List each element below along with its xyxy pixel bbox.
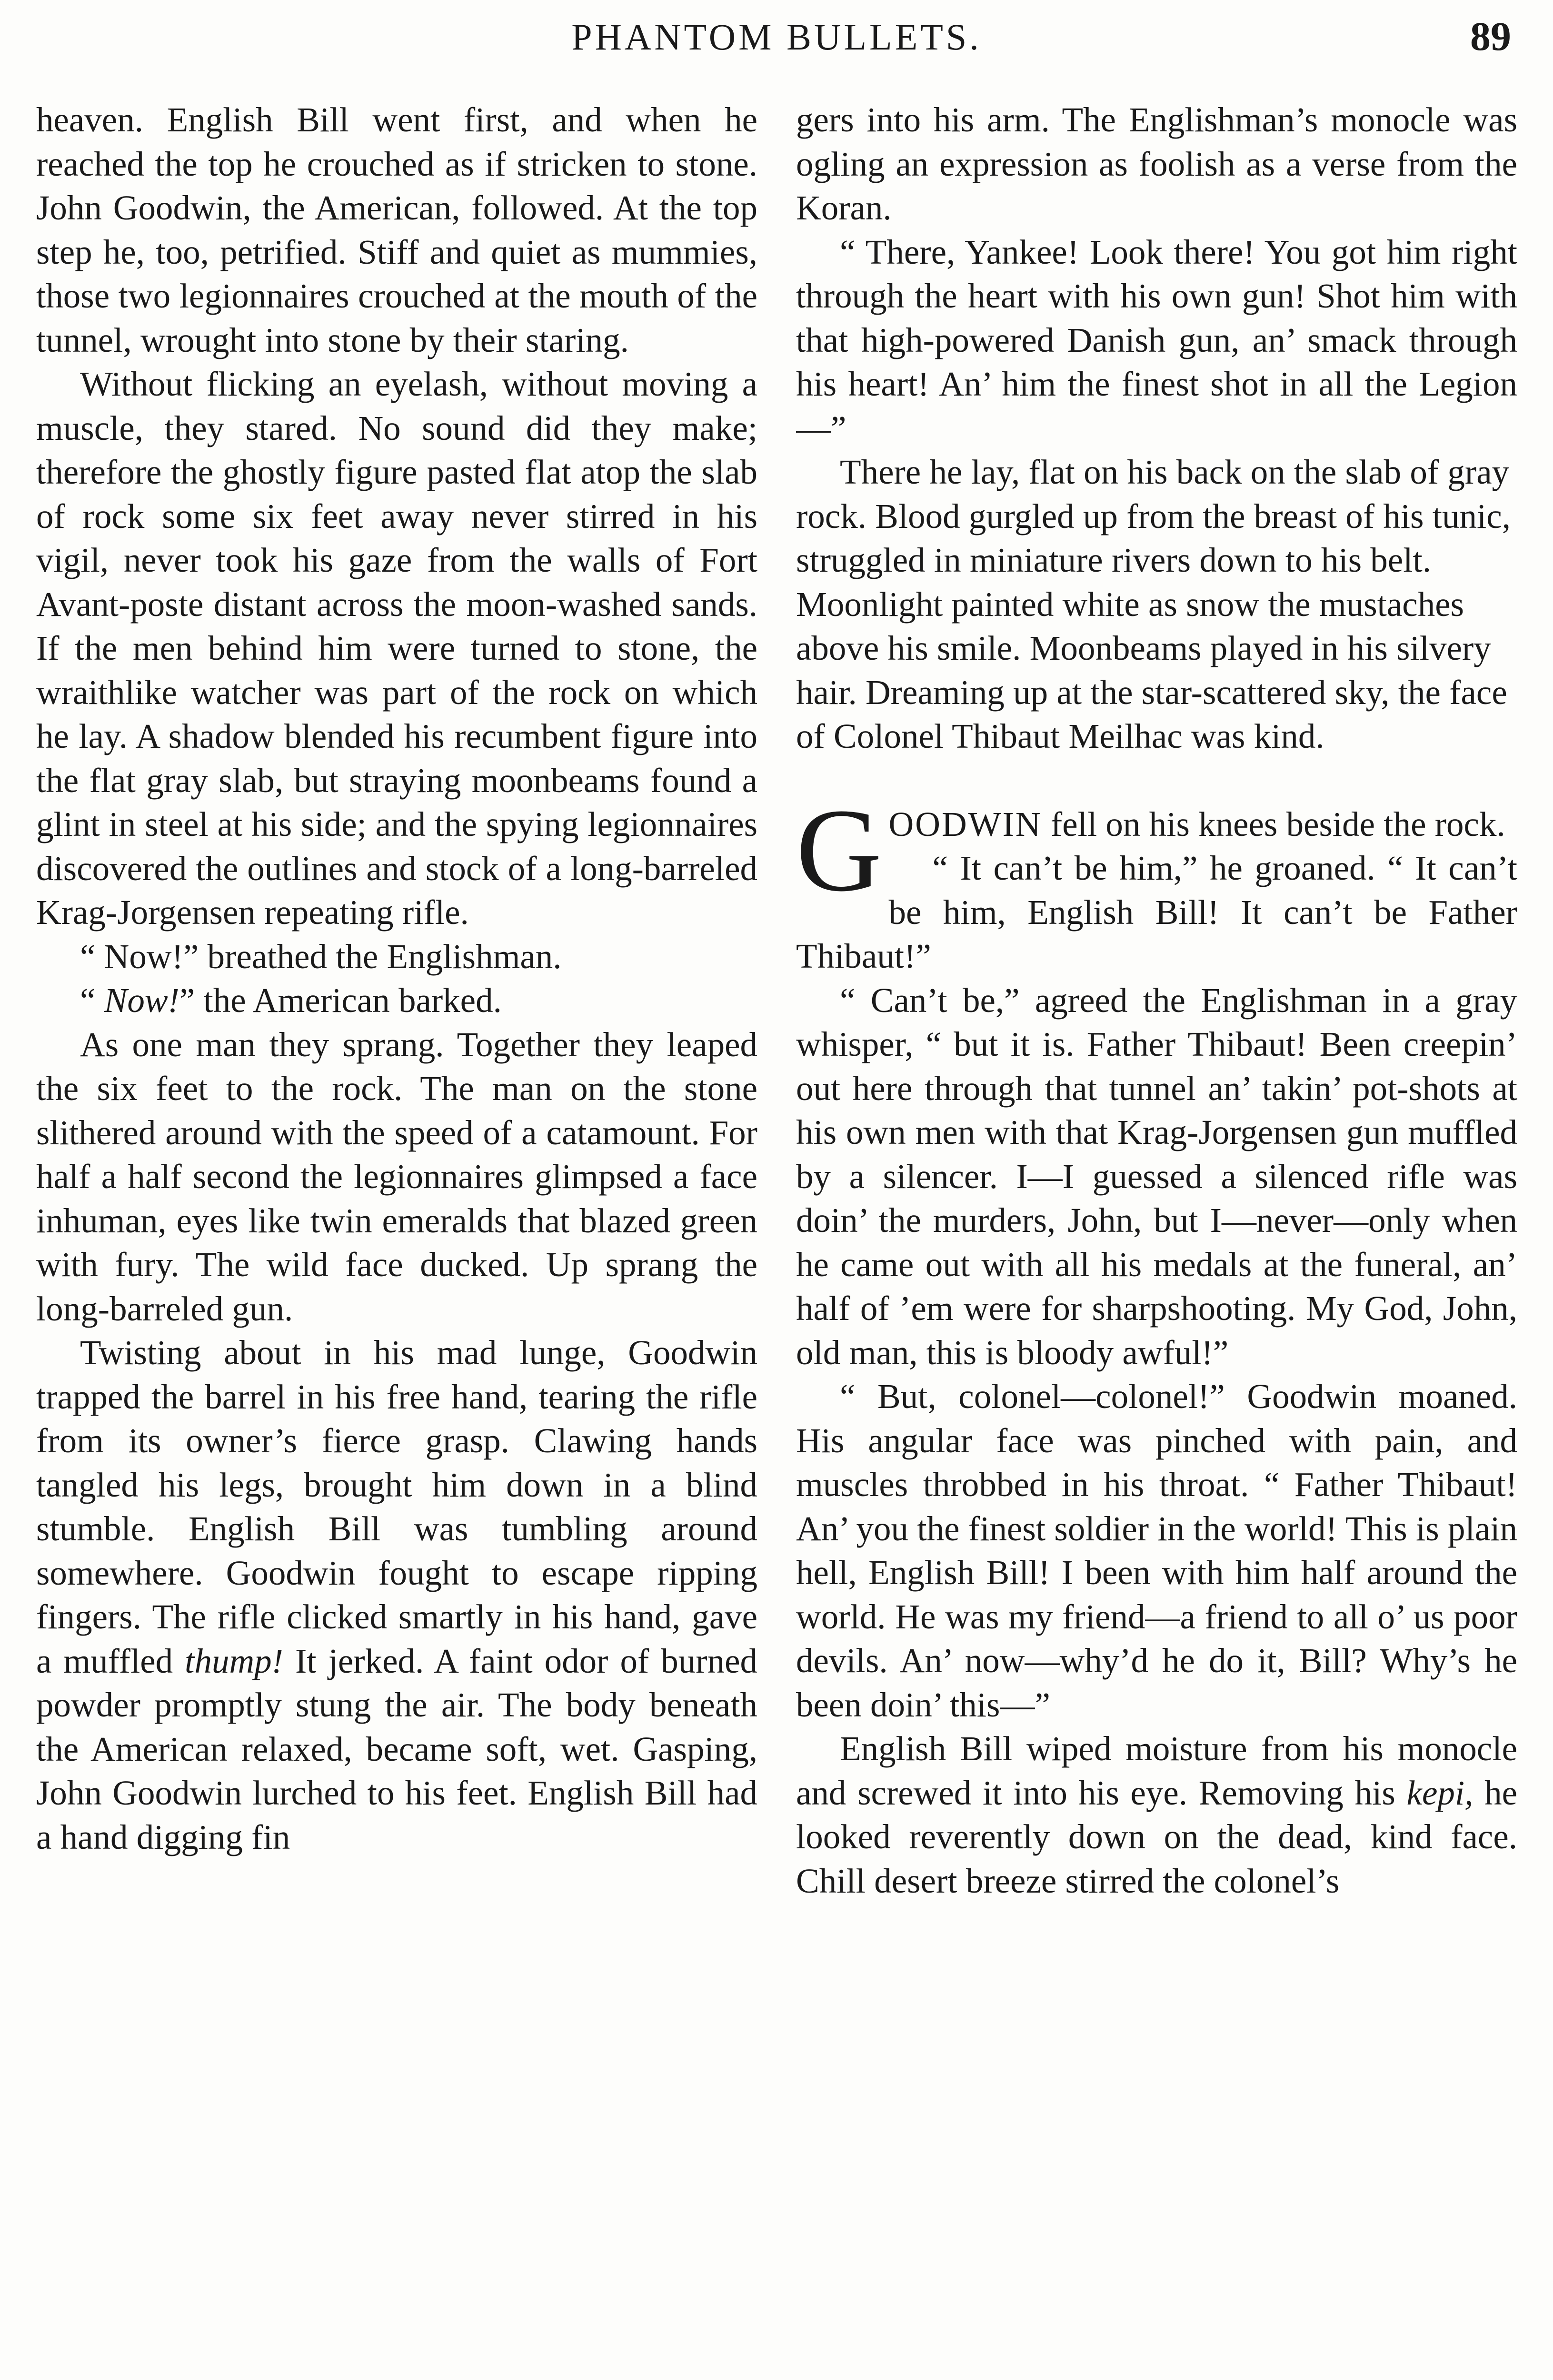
running-title: PHANTOM BULLETS. [571, 16, 982, 58]
page-header [0, 0, 1553, 62]
paragraph: As one man they sprang. Together they leaped the six feet to the rock. The man on the stone slithered around with the speed of a catamount. For half a half second the legionnaires glimpsed a face inhuman, eyes like twin emeralds that blazed green with fury. The wild face ducked. Up sprang the long-barreled gun. [36, 1025, 757, 1328]
italic-now: Now! [104, 981, 179, 1020]
paragraph [796, 1727, 1517, 1903]
left-column [36, 98, 757, 2380]
paragraph [36, 1331, 757, 1859]
italic-kepi: kepi, [1406, 1773, 1473, 1812]
paragraph: gers into his arm. The Englishman’s monocle was ogling an expression as foolish as a verse from the Koran. [796, 100, 1517, 227]
paragraph: There he lay, flat on his back on the slab of gray rock. Blood gurgled up from the breast of his tunic, struggled in miniature rivers down to his belt. Moonlight painted white as snow the mustaches above his smile. Moonbeams played in his silvery hair. Dreaming up at the star-scattered sky, the face of Colonel Thibaut Meilhac was kind. [796, 453, 1511, 755]
paragraph-rest: he looked reverently down on the dead, kind face. Chill desert breeze stirred the colonel’s [796, 1773, 1517, 1900]
paragraph-text: English Bill wiped moisture from his monocle and screwed it into his eye. Removing his [796, 1729, 1517, 1812]
page-number: 89 [1470, 13, 1511, 59]
paragraph-text: fell on his knees beside the rock. [1050, 804, 1505, 843]
paragraph: Without flicking an eyelash, without moving a muscle, they stared. No sound did they make; therefore the ghostly figure pasted flat atop the slab of rock some six feet away never stirred in his vigil, never took his gaze from the walls of Fort Avant-poste distant across the moon-washed sands. If the men behind him were turned to stone, the wraithlike watcher was part of the rock on which he lay. A shadow blended his recumbent figure into the flat gray slab, but straying moonbeams found a glint in steel at his side; and the spying legionnaires discovered the outlines and stock of a long-barreled Krag-Jorgensen repeating rifle. [36, 365, 757, 932]
paragraph: “ There, Yankee! Look there! You got him right through the heart with his own gun! Shot him with that high-powered Danish gun, an’ smack through his heart! An’ him the finest shot in all the Legion—” [796, 232, 1517, 447]
paragraph [36, 979, 757, 1023]
quote-open: “ [80, 981, 104, 1020]
italic-thump: thump! [185, 1641, 283, 1680]
paragraph-text: Twisting about in his mad lunge, Goodwin trapped the barrel in his free hand, tearing the rifle from its owner’s fierce grasp. Clawing hands tangled his legs, brought him down in a blind stumble. English Bill was tumbling around somewhere. Goodwin fought to escape ripping fingers. The rifle clicked smartly in his hand, gave a muffled [36, 1333, 757, 1680]
dropcap-word: OODWIN [888, 804, 1042, 843]
paragraph: “ Now!” breathed the Englishman. [80, 937, 562, 976]
paragraph-rest: ” the American barked. [179, 981, 502, 1020]
paragraph: “ Can’t be,” agreed the Englishman in a gray whisper, “ but it is. Father Thibaut! Been creepin’ out here through that tunnel an’ takin’ pot-shots at his own men with that Krag-Jorgensen gun muffled by a silencer. I—I guessed a silenced rifle was doin’ the murders, John, but I—never—only when he came out with all his medals at the funeral, an’ half of ’em were for sharpshooting. My God, John, old man, this is bloody awful!” [796, 981, 1517, 1372]
paragraph-rest: It jerked. A faint odor of burned powder promptly stung the air. The body beneath the American relaxed, became soft, wet. Gasping, John Goodwin lurched to his feet. English Bill had a hand digging fin [36, 1641, 757, 1856]
paragraph: heaven. English Bill went first, and when he reached the top he crouched as if stricken to stone. John Goodwin, the American, followed. At the top step he, too, petrified. Stiff and quiet as mummies, those two legionnaires crouched at the mouth of the tunnel, wrought into stone by their staring. [36, 100, 757, 359]
right-column [796, 98, 1517, 2380]
drop-cap: G [796, 784, 882, 916]
section-break [796, 759, 1517, 803]
paragraph: “ But, colonel—colonel!” Goodwin moaned. His angular face was pinched with pain, and muscles throbbed in his throat. “ Father Thibaut! An’ you the finest soldier in the world! This is plain hell, English Bill! I been with him half around the world. He was my friend—a friend to all o’ us poor devils. An’ now—why’d he do it, Bill? Why’s he been doin’ this—” [796, 1377, 1517, 1724]
paragraph: “ It can’t be him,” he groaned. “ It can’t be him, English Bill! It can’t be Father Thibaut!” [796, 849, 1517, 975]
